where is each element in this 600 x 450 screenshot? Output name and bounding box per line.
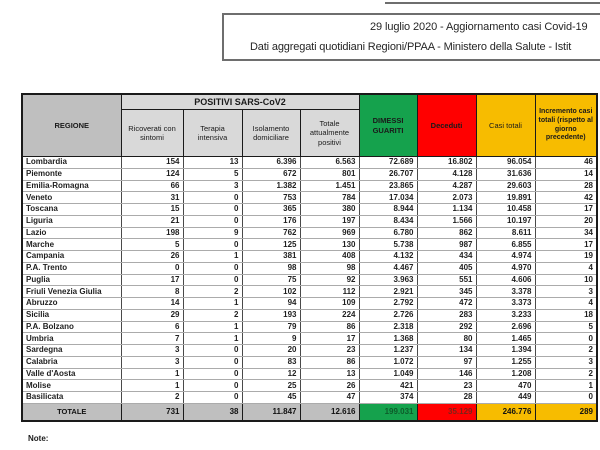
value-cell: 10 — [535, 274, 597, 286]
value-cell: 8.944 — [359, 204, 417, 216]
value-cell: 4.970 — [476, 262, 535, 274]
value-cell: 1.237 — [359, 345, 417, 357]
value-cell: 0 — [183, 356, 242, 368]
value-cell: 1.451 — [300, 180, 359, 192]
value-cell: 3 — [535, 356, 597, 368]
value-cell: 23.865 — [359, 180, 417, 192]
value-cell: 124 — [121, 168, 183, 180]
value-cell: 130 — [300, 239, 359, 251]
value-cell: 42 — [535, 192, 597, 204]
value-cell: 3 — [121, 356, 183, 368]
value-cell: 753 — [242, 192, 300, 204]
value-cell: 434 — [417, 251, 476, 263]
table-row — [22, 380, 597, 392]
value-cell: 1 — [121, 368, 183, 380]
value-cell: 0 — [535, 333, 597, 345]
value-cell: 19.891 — [476, 192, 535, 204]
value-cell: 0 — [183, 215, 242, 227]
total-terapia-intensiva: 38 — [183, 403, 242, 421]
value-cell: 4.128 — [417, 168, 476, 180]
value-cell: 17 — [121, 274, 183, 286]
value-cell: 109 — [300, 298, 359, 310]
value-cell: 2 — [535, 368, 597, 380]
region-name-cell: Liguria — [22, 215, 121, 227]
value-cell: 2 — [183, 286, 242, 298]
value-cell: 0 — [183, 204, 242, 216]
value-cell: 784 — [300, 192, 359, 204]
value-cell: 17 — [535, 239, 597, 251]
value-cell: 2.921 — [359, 286, 417, 298]
column-header-deceduti: Deceduti — [417, 94, 476, 157]
value-cell: 0 — [183, 345, 242, 357]
value-cell: 2.792 — [359, 298, 417, 310]
value-cell: 1.255 — [476, 356, 535, 368]
region-name-cell: Veneto — [22, 192, 121, 204]
value-cell: 13 — [300, 368, 359, 380]
value-cell: 14 — [535, 168, 597, 180]
value-cell: 154 — [121, 157, 183, 169]
column-header-isolamento: Isolamento domiciliare — [242, 110, 300, 157]
value-cell: 4.287 — [417, 180, 476, 192]
value-cell: 29.603 — [476, 180, 535, 192]
value-cell: 66 — [121, 180, 183, 192]
value-cell: 1 — [183, 333, 242, 345]
value-cell: 0 — [121, 262, 183, 274]
table-row — [22, 309, 597, 321]
value-cell: 1 — [183, 321, 242, 333]
value-cell: 3.378 — [476, 286, 535, 298]
value-cell: 0 — [183, 368, 242, 380]
value-cell: 1.368 — [359, 333, 417, 345]
value-cell: 1.049 — [359, 368, 417, 380]
total-attualmente-positivi: 12.616 — [300, 403, 359, 421]
value-cell: 112 — [300, 286, 359, 298]
total-deceduti: 35.129 — [417, 403, 476, 421]
value-cell: 20 — [535, 215, 597, 227]
value-cell: 13 — [183, 157, 242, 169]
value-cell: 18 — [535, 309, 597, 321]
value-cell: 125 — [242, 239, 300, 251]
table-row — [22, 204, 597, 216]
value-cell: 10.197 — [476, 215, 535, 227]
value-cell: 1.566 — [417, 215, 476, 227]
region-name-cell: Friuli Venezia Giulia — [22, 286, 121, 298]
value-cell: 862 — [417, 227, 476, 239]
value-cell: 762 — [242, 227, 300, 239]
table-row — [22, 345, 597, 357]
table-row — [22, 180, 597, 192]
value-cell: 16.802 — [417, 157, 476, 169]
table-row — [22, 192, 597, 204]
column-header-totale-positivi: Totale attualmente positivi — [300, 110, 359, 157]
value-cell: 79 — [242, 321, 300, 333]
value-cell: 17.034 — [359, 192, 417, 204]
value-cell: 405 — [417, 262, 476, 274]
total-dimessi-guariti: 199.031 — [359, 403, 417, 421]
value-cell: 97 — [417, 356, 476, 368]
value-cell: 47 — [300, 392, 359, 404]
table-row — [22, 262, 597, 274]
value-cell: 449 — [476, 392, 535, 404]
region-name-cell: Campania — [22, 251, 121, 263]
value-cell: 134 — [417, 345, 476, 357]
table-row — [22, 274, 597, 286]
region-name-cell: Molise — [22, 380, 121, 392]
value-cell: 72.689 — [359, 157, 417, 169]
value-cell: 3 — [535, 286, 597, 298]
value-cell: 98 — [242, 262, 300, 274]
region-name-cell: Valle d'Aosta — [22, 368, 121, 380]
table-row — [22, 286, 597, 298]
value-cell: 17 — [300, 333, 359, 345]
value-cell: 20 — [242, 345, 300, 357]
value-cell: 21 — [121, 215, 183, 227]
value-cell: 8.434 — [359, 215, 417, 227]
note-label: Note: — [28, 434, 49, 443]
column-header-terapia-intensiva: Terapia intensiva — [183, 110, 242, 157]
value-cell: 34 — [535, 227, 597, 239]
value-cell: 421 — [359, 380, 417, 392]
value-cell: 6.396 — [242, 157, 300, 169]
table-footer — [22, 403, 597, 421]
region-name-cell: Basilicata — [22, 392, 121, 404]
region-name-cell: Toscana — [22, 204, 121, 216]
value-cell: 1 — [535, 380, 597, 392]
value-cell: 197 — [300, 215, 359, 227]
value-cell: 2 — [121, 392, 183, 404]
value-cell: 4 — [535, 262, 597, 274]
value-cell: 45 — [242, 392, 300, 404]
value-cell: 2.696 — [476, 321, 535, 333]
covid-data-table — [21, 93, 598, 422]
value-cell: 672 — [242, 168, 300, 180]
total-ricoverati: 731 — [121, 403, 183, 421]
value-cell: 0 — [183, 262, 242, 274]
value-cell: 4 — [535, 298, 597, 310]
table-header — [22, 94, 597, 157]
value-cell: 0 — [535, 392, 597, 404]
value-cell: 4.606 — [476, 274, 535, 286]
region-name-cell: Lazio — [22, 227, 121, 239]
region-name-cell: Emilia-Romagna — [22, 180, 121, 192]
value-cell: 92 — [300, 274, 359, 286]
value-cell: 1 — [183, 251, 242, 263]
value-cell: 7 — [121, 333, 183, 345]
value-cell: 283 — [417, 309, 476, 321]
value-cell: 6.855 — [476, 239, 535, 251]
value-cell: 2.318 — [359, 321, 417, 333]
region-name-cell: Abruzzo — [22, 298, 121, 310]
region-name-cell: P.A. Bolzano — [22, 321, 121, 333]
value-cell: 224 — [300, 309, 359, 321]
table-row — [22, 356, 597, 368]
report-title: 29 luglio 2020 - Aggiornamento casi Covid-19 — [370, 21, 588, 33]
value-cell: 46 — [535, 157, 597, 169]
value-cell: 6.563 — [300, 157, 359, 169]
table-body — [22, 157, 597, 404]
region-name-cell: Calabria — [22, 356, 121, 368]
value-cell: 0 — [183, 380, 242, 392]
value-cell: 23 — [300, 345, 359, 357]
value-cell: 4.467 — [359, 262, 417, 274]
value-cell: 6 — [121, 321, 183, 333]
value-cell: 381 — [242, 251, 300, 263]
value-cell: 23 — [417, 380, 476, 392]
value-cell: 2.726 — [359, 309, 417, 321]
table-row — [22, 368, 597, 380]
value-cell: 83 — [242, 356, 300, 368]
value-cell: 6.780 — [359, 227, 417, 239]
value-cell: 15 — [121, 204, 183, 216]
value-cell: 0 — [183, 239, 242, 251]
value-cell: 5 — [121, 239, 183, 251]
table-row — [22, 168, 597, 180]
value-cell: 292 — [417, 321, 476, 333]
value-cell: 4.974 — [476, 251, 535, 263]
value-cell: 80 — [417, 333, 476, 345]
value-cell: 801 — [300, 168, 359, 180]
total-incremento: 289 — [535, 403, 597, 421]
top-border-line — [385, 2, 600, 4]
value-cell: 0 — [183, 392, 242, 404]
region-name-cell: P.A. Trento — [22, 262, 121, 274]
value-cell: 969 — [300, 227, 359, 239]
region-name-cell: Lombardia — [22, 157, 121, 169]
table-row — [22, 215, 597, 227]
report-subtitle: Dati aggregati quotidiani Regioni/PPAA - Ministero della Salute - Istit — [250, 41, 572, 53]
table-row — [22, 298, 597, 310]
value-cell: 8.611 — [476, 227, 535, 239]
value-cell: 28 — [417, 392, 476, 404]
value-cell: 3 — [121, 345, 183, 357]
value-cell: 12 — [242, 368, 300, 380]
value-cell: 408 — [300, 251, 359, 263]
table-row — [22, 227, 597, 239]
column-header-casi-totali: Casi totali — [476, 94, 535, 157]
column-group-header-positivi: POSITIVI SARS-CoV2 — [121, 94, 359, 110]
value-cell: 3.373 — [476, 298, 535, 310]
region-name-cell: Puglia — [22, 274, 121, 286]
value-cell: 3 — [183, 180, 242, 192]
value-cell: 1.465 — [476, 333, 535, 345]
table-row — [22, 321, 597, 333]
value-cell: 86 — [300, 321, 359, 333]
region-name-cell: Piemonte — [22, 168, 121, 180]
table-row — [22, 333, 597, 345]
total-row — [22, 403, 597, 421]
table-row — [22, 157, 597, 169]
value-cell: 470 — [476, 380, 535, 392]
value-cell: 176 — [242, 215, 300, 227]
value-cell: 0 — [183, 192, 242, 204]
value-cell: 3.963 — [359, 274, 417, 286]
value-cell: 102 — [242, 286, 300, 298]
value-cell: 1.394 — [476, 345, 535, 357]
value-cell: 2 — [535, 345, 597, 357]
table-row — [22, 251, 597, 263]
value-cell: 28 — [535, 180, 597, 192]
value-cell: 31 — [121, 192, 183, 204]
value-cell: 1 — [121, 380, 183, 392]
total-isolamento: 11.847 — [242, 403, 300, 421]
value-cell: 380 — [300, 204, 359, 216]
value-cell: 1.208 — [476, 368, 535, 380]
value-cell: 198 — [121, 227, 183, 239]
value-cell: 1.072 — [359, 356, 417, 368]
column-header-regione: REGIONE — [22, 94, 121, 157]
region-name-cell: Sicilia — [22, 309, 121, 321]
table-row — [22, 392, 597, 404]
value-cell: 29 — [121, 309, 183, 321]
region-name-cell: Sardegna — [22, 345, 121, 357]
value-cell: 2.073 — [417, 192, 476, 204]
total-casi-totali: 246.776 — [476, 403, 535, 421]
value-cell: 146 — [417, 368, 476, 380]
value-cell: 14 — [121, 298, 183, 310]
value-cell: 98 — [300, 262, 359, 274]
column-header-incremento: Incremento casi totali (rispetto al giorno precedente) — [535, 94, 597, 157]
value-cell: 1 — [183, 298, 242, 310]
value-cell: 9 — [242, 333, 300, 345]
value-cell: 987 — [417, 239, 476, 251]
region-name-cell: Marche — [22, 239, 121, 251]
value-cell: 8 — [121, 286, 183, 298]
value-cell: 551 — [417, 274, 476, 286]
value-cell: 3.233 — [476, 309, 535, 321]
value-cell: 19 — [535, 251, 597, 263]
value-cell: 26 — [121, 251, 183, 263]
value-cell: 4.132 — [359, 251, 417, 263]
value-cell: 86 — [300, 356, 359, 368]
value-cell: 5.738 — [359, 239, 417, 251]
value-cell: 96.054 — [476, 157, 535, 169]
table-row — [22, 239, 597, 251]
region-name-cell: Umbria — [22, 333, 121, 345]
value-cell: 1.134 — [417, 204, 476, 216]
value-cell: 25 — [242, 380, 300, 392]
total-label: TOTALE — [22, 403, 121, 421]
column-header-dimessi-guariti: DIMESSI GUARITI — [359, 94, 417, 157]
column-header-ricoverati: Ricoverati con sintomi — [121, 110, 183, 157]
value-cell: 5 — [535, 321, 597, 333]
value-cell: 0 — [183, 274, 242, 286]
value-cell: 193 — [242, 309, 300, 321]
value-cell: 365 — [242, 204, 300, 216]
report-header — [222, 13, 600, 61]
value-cell: 5 — [183, 168, 242, 180]
value-cell: 345 — [417, 286, 476, 298]
value-cell: 9 — [183, 227, 242, 239]
value-cell: 472 — [417, 298, 476, 310]
value-cell: 94 — [242, 298, 300, 310]
value-cell: 31.636 — [476, 168, 535, 180]
value-cell: 2 — [183, 309, 242, 321]
value-cell: 17 — [535, 204, 597, 216]
value-cell: 10.458 — [476, 204, 535, 216]
value-cell: 26 — [300, 380, 359, 392]
value-cell: 75 — [242, 274, 300, 286]
value-cell: 1.382 — [242, 180, 300, 192]
value-cell: 374 — [359, 392, 417, 404]
value-cell: 26.707 — [359, 168, 417, 180]
